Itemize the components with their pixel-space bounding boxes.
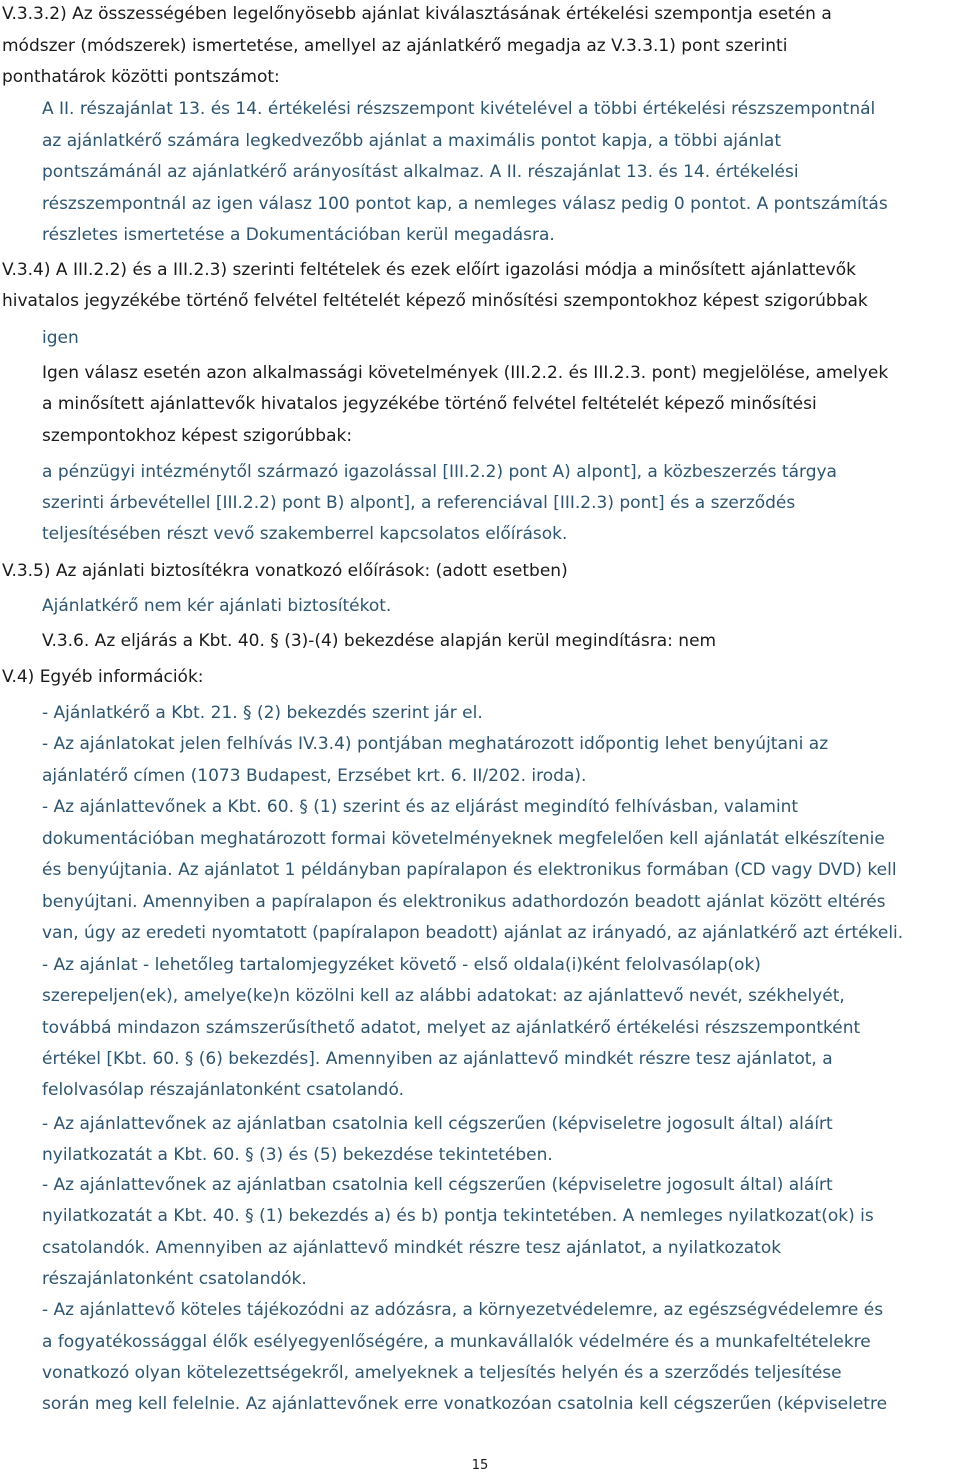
text-line: igen <box>42 328 79 348</box>
page-number: 15 <box>471 1458 489 1473</box>
text-line: V.3.6. Az eljárás a Kbt. 40. § (3)-(4) bekezdése alapján kerül megindításra: nem <box>42 631 717 651</box>
text-line: A II. részajánlat 13. és 14. értékelési részszempont kivételével a többi értékelési részszempontnál <box>42 99 876 119</box>
text-line: és benyújtania. Az ajánlatot 1 példányban papíralapon és elektronikus formában (CD vagy DVD) kell <box>42 860 897 880</box>
text-line: a fogyatékossággal élők esélyegyenlőségére, a munkavállalók védelmére és a munkafeltételekre <box>42 1332 871 1352</box>
text-line: módszer (módszerek) ismertetése, amellyel az ajánlatkérő megadja az V.3.3.1) pont szerinti <box>2 36 788 56</box>
text-line: van, úgy az eredeti nyomtatott (papíralapon beadott) ajánlat az irányadó, az ajánlatkérő azt értékeli. <box>42 923 904 943</box>
text-line: során meg kell felelnie. Az ajánlattevőnek erre vonatkozóan csatolnia kell cégszerűen (képviseletre <box>42 1394 888 1414</box>
text-line: - Az ajánlat - lehetőleg tartalomjegyzéket követő - első oldala(i)ként felolvasólap(ok) <box>42 955 761 975</box>
text-line: Ajánlatkérő nem kér ajánlati biztosítékot. <box>42 596 392 616</box>
text-line: felolvasólap részajánlatonként csatolandó. <box>42 1080 404 1100</box>
text-line: pontszámánál az ajánlatkérő arányosítást alkalmaz. A II. részajánlat 13. és 14. értékelési <box>42 162 799 182</box>
text-line: szempontokhoz képest szigorúbbak: <box>42 426 353 446</box>
text-line: részletes ismertetése a Dokumentációban kerül megadásra. <box>42 225 555 245</box>
text-line: részajánlatonként csatolandók. <box>42 1269 307 1289</box>
text-line: hivatalos jegyzékébe történő felvétel feltételét képező minősítési szempontokhoz képest szigorúbbak <box>2 291 868 311</box>
text-line: szerinti árbevétellel [III.2.2) pont B) alpont], a referenciával [III.2.3) pont] és a szerződés <box>42 493 796 513</box>
text-line: nyilatkozatát a Kbt. 40. § (1) bekezdés a) és b) pontja tekintetében. A nemleges nyilatkozat(ok) is <box>42 1206 874 1226</box>
text-line: a pénzügyi intézménytől származó igazolással [III.2.2) pont A) alpont], a közbeszerzés tárgya <box>42 462 837 482</box>
text-line: Igen válasz esetén azon alkalmassági követelmények (III.2.2. és III.2.3. pont) megjelölése, amelyek <box>42 363 889 383</box>
text-line: szerepeljen(ek), amelye(ke)n közölni kell az alábbi adatokat: az ajánlattevő nevét, székhelyét, <box>42 986 845 1006</box>
text-line: vonatkozó olyan kötelezettségekről, amelyeknek a teljesítés helyén és a szerződés teljesítése <box>42 1363 842 1383</box>
text-line: dokumentációban meghatározott formai követelményeknek megfelelően kell ajánlatát elkészítenie <box>42 829 885 849</box>
text-line: az ajánlatkérő számára legkedvezőbb ajánlat a maximális pontot kapja, a többi ajánlat <box>42 131 782 151</box>
text-line: - Az ajánlattevőnek a Kbt. 60. § (1) szerint és az eljárást megindító felhívásban, valamint <box>42 797 799 817</box>
text-line: V.4) Egyéb információk: <box>2 667 204 687</box>
text-line: értékel [Kbt. 60. § (6) bekezdés]. Amennyiben az ajánlattevő mindkét részre tesz ajánlatot, a <box>42 1049 833 1069</box>
text-line: - Az ajánlatokat jelen felhívás IV.3.4) pontjában meghatározott időpontig lehet benyújtani az <box>42 734 829 754</box>
text-line: a minősített ajánlattevők hivatalos jegyzékébe történő felvétel feltételét képező minősítési <box>42 394 817 414</box>
text-line: csatolandók. Amennyiben az ajánlattevő mindkét részre tesz ajánlatot, a nyilatkozatok <box>42 1238 782 1258</box>
text-line: részszempontnál az igen válasz 100 pontot kap, a nemleges válasz pedig 0 pontot. A pontszámítás <box>42 194 888 214</box>
text-line: V.3.4) A III.2.2) és a III.2.3) szerinti feltételek és ezek előírt igazolási módja a minősített ajánlattevők <box>2 260 857 280</box>
text-line: benyújtani. Amennyiben a papíralapon és elektronikus adathordozón beadott ajánlat között eltérés <box>42 892 886 912</box>
text-line: továbbá mindazon számszerűsíthető adatot, melyet az ajánlatkérő értékelési részszempontként <box>42 1018 861 1038</box>
text-line: - Az ajánlattevő köteles tájékozódni az adózásra, a környezetvédelemre, az egészségvédelemre és <box>42 1300 884 1320</box>
text-line: V.3.3.2) Az összességében legelőnyösebb ajánlat kiválasztásának értékelési szempontja esetén a <box>2 4 832 24</box>
text-line: ajánlatérő címen (1073 Budapest, Erzsébet krt. 6. II/202. iroda). <box>42 766 587 786</box>
text-line: V.3.5) Az ajánlati biztosítékra vonatkozó előírások: (adott esetben) <box>2 561 568 581</box>
text-line: teljesítésében részt vevő szakemberrel kapcsolatos előírások. <box>42 524 568 544</box>
text-line: - Ajánlatkérő a Kbt. 21. § (2) bekezdés szerint jár el. <box>42 703 483 723</box>
text-line: nyilatkozatát a Kbt. 60. § (3) és (5) bekezdése tekintetében. <box>42 1145 553 1165</box>
text-line: ponthatárok közötti pontszámot: <box>2 67 280 87</box>
text-line: - Az ajánlattevőnek az ajánlatban csatolnia kell cégszerűen (képviseletre jogosult által) aláírt <box>42 1114 833 1134</box>
text-line: - Az ajánlattevőnek az ajánlatban csatolnia kell cégszerűen (képviseletre jogosult által) aláírt <box>42 1175 833 1195</box>
